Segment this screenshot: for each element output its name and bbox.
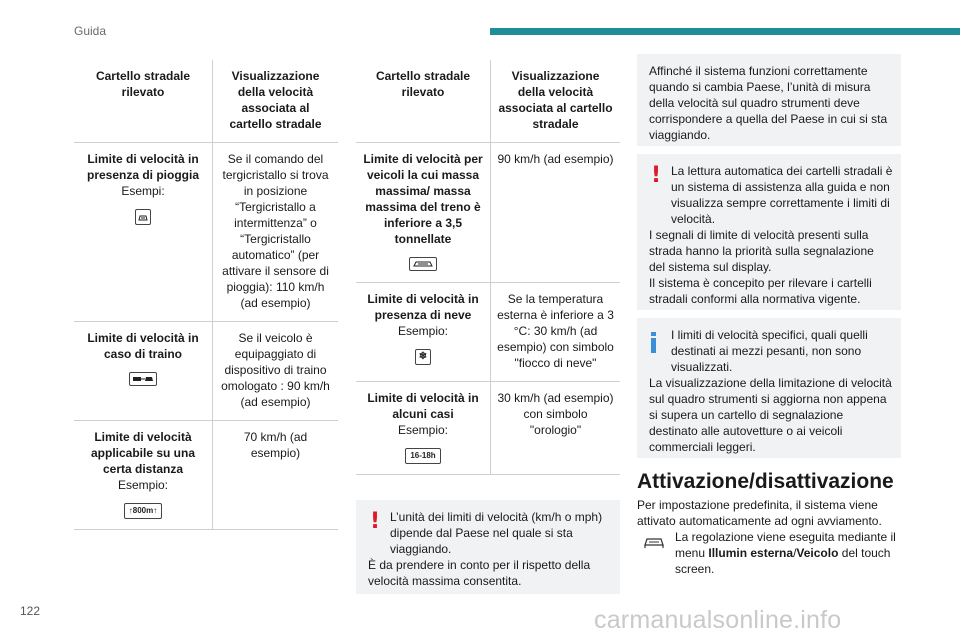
sign-table-mid bbox=[356, 60, 620, 475]
info-text: I limiti di velocità specifici, quali quelli destinati ai mezzi pesanti, non sono visualizzati. bbox=[671, 328, 868, 374]
col-header-display: Visualizzazione della velocità associata al cartello stradale bbox=[498, 69, 613, 131]
sign-label: Limite di velocità per veicoli la cui massa massima/ massa massima del treno è inferiore a 3,5 tonnellate bbox=[363, 152, 483, 246]
col-header-display: Visualizzazione della velocità associata al cartello stradale bbox=[229, 69, 322, 131]
sign-cell bbox=[356, 283, 491, 382]
truck-weight-sign-icon bbox=[409, 257, 437, 271]
col-header-sign: Cartello stradale rilevato bbox=[356, 60, 491, 143]
table-row bbox=[356, 143, 620, 283]
sign-cell bbox=[356, 382, 491, 475]
distance-sign-icon: ↑800m↑ bbox=[124, 503, 162, 519]
display-cell: 90 km/h (ad esempio) bbox=[491, 143, 621, 283]
display-cell: 70 km/h (ad esempio) bbox=[213, 421, 339, 530]
note-text: Affinché il sistema funzioni correttamente quando si cambia Paese, l’unità di misura della velocità sul quadro strumenti deve corrispondere a quella del Paese in cui si sta viaggiando. bbox=[649, 64, 888, 142]
table-row bbox=[356, 283, 620, 382]
sign-cell bbox=[356, 143, 491, 283]
warning-text: La lettura automatica dei cartelli stradali è un sistema di assistenza alla guida e non visualizza sempre correttamente i limiti di velocità. bbox=[671, 164, 893, 226]
warning-box-units bbox=[356, 500, 620, 594]
example-label: Esempio: bbox=[397, 423, 449, 437]
sign-label: Limite di velocità in caso di traino bbox=[87, 331, 199, 361]
sign-label: Limite di velocità in presenza di pioggia bbox=[86, 152, 200, 182]
display-cell: Se il comando del tergicristallo si trova in posizione “Tergicristallo a intermittenza” o “Tergicristallo automatico” (per attivare il sensore di pioggia): 110 km/h (ad esempio) bbox=[213, 143, 339, 322]
info-box-limits bbox=[637, 318, 901, 458]
body-paragraph: La regolazione viene eseguita mediante il menu Illumin esterna/Veicolo del touch screen. bbox=[675, 530, 896, 576]
section-body bbox=[637, 497, 905, 577]
watermark: carmanualsonline.info bbox=[594, 606, 842, 634]
warning-box-assist bbox=[637, 154, 901, 310]
trailer-sign-icon bbox=[129, 372, 157, 386]
sign-label: Limite di velocità applicabile su una certa distanza bbox=[90, 430, 196, 476]
warning-icon: ! bbox=[651, 163, 662, 188]
display-cell: Se la temperatura esterna è inferiore a 3 °C: 30 km/h (ad esempio) con simbolo "fiocco di neve" bbox=[491, 283, 621, 382]
note-box-country bbox=[637, 54, 901, 146]
info-text: La visualizzazione della limitazione di velocità sul quadro strumenti si aggiorna non appena si supera un cartello di segnalazione destinato alle autovetture o ai veicoli commerciali leggeri. bbox=[649, 376, 892, 454]
table-row bbox=[74, 143, 338, 322]
table-row bbox=[74, 322, 338, 421]
table-header-row bbox=[356, 60, 620, 143]
warning-text: L’unità dei limiti di velocità (km/h o mph) dipende dal Paese nel quale si sta viaggiando. bbox=[390, 510, 603, 556]
warning-icon: ! bbox=[370, 509, 381, 534]
warning-text: Il sistema è concepito per rilevare i cartelli stradali conformi alla normativa vigente. bbox=[649, 276, 872, 306]
sign-cell bbox=[74, 421, 213, 530]
example-label: Esempio: bbox=[117, 478, 169, 492]
menu-name-lighting: Illumin esterna bbox=[708, 546, 794, 560]
sign-table-left bbox=[74, 60, 338, 530]
col-header-sign: Cartello stradale rilevato bbox=[74, 60, 213, 143]
snowflake-sign-icon: ❄ bbox=[415, 349, 431, 365]
wiper-sign-icon bbox=[135, 209, 151, 225]
sign-label: Limite di velocità in alcuni casi bbox=[367, 391, 479, 421]
menu-name-vehicle: Veicolo bbox=[796, 546, 839, 560]
table-row bbox=[74, 421, 338, 530]
info-icon bbox=[651, 332, 656, 353]
warning-text: È da prendere in conto per il rispetto della velocità massima consentita. bbox=[368, 558, 591, 588]
car-icon bbox=[643, 535, 665, 549]
sign-label: Limite di velocità in presenza di neve bbox=[367, 292, 479, 322]
display-cell: 30 km/h (ad esempio) con simbolo "orologio" bbox=[491, 382, 621, 475]
table-row bbox=[356, 382, 620, 475]
sign-cell bbox=[74, 322, 213, 421]
example-label: Esempi: bbox=[121, 184, 165, 198]
time-range-sign-icon: 16-18h bbox=[405, 448, 440, 464]
body-paragraph: Per impostazione predefinita, il sistema viene attivato automaticamente ad ogni avviamento. bbox=[637, 498, 882, 528]
page-number: 122 bbox=[20, 604, 41, 618]
sign-cell bbox=[74, 143, 213, 322]
display-cell: Se il veicolo è equipaggiato di dispositivo di traino omologato : 90 km/h (ad esempio) bbox=[213, 322, 339, 421]
header-accent-bar bbox=[490, 28, 960, 35]
table-header-row bbox=[74, 60, 338, 143]
example-label: Esempio: bbox=[397, 324, 449, 338]
section-heading: Attivazione/disattivazione bbox=[637, 470, 894, 493]
header-section-title: Guida bbox=[74, 24, 107, 38]
warning-text: I segnali di limite di velocità presenti sulla strada hanno la priorità sulla segnalazione del sistema sul display. bbox=[649, 228, 874, 274]
